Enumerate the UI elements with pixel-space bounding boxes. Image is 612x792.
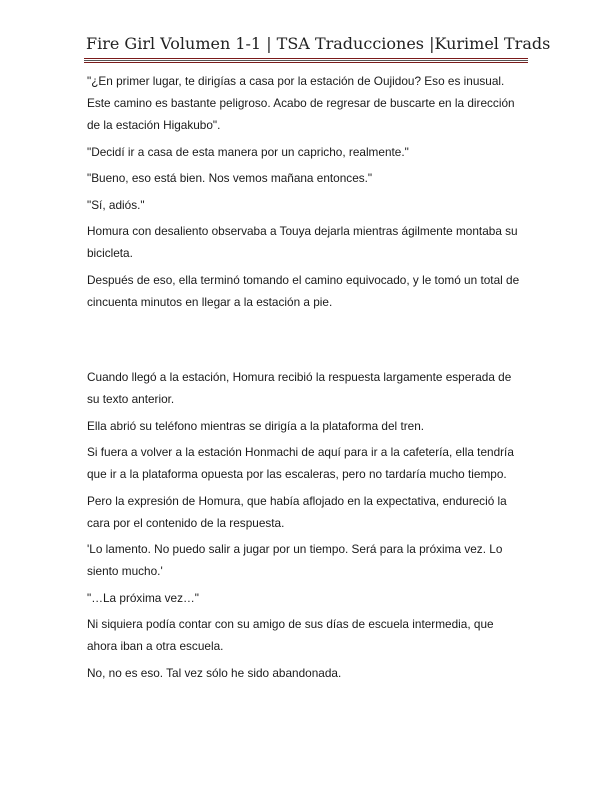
paragraph: "Sí, adiós." [87,197,145,212]
paragraph: Ni siquiera podía contar con su amigo de sus días de escuela intermedia, que ahora iban a otra escuela. [87,617,494,653]
header-rule-bottom [84,62,528,63]
page-header-title: Fire Girl Volumen 1-1 | TSA Traducciones |Kurimel Trads [86,34,551,53]
header-rule-middle [84,60,528,61]
paragraph: Homura con desaliento observaba a Touya dejarla mientras ágilmente montaba su bicicleta. [87,224,518,260]
body-text [87,70,527,688]
paragraph: Cuando llegó a la estación, Homura recibió la respuesta largamente esperada de su texto anterior. [87,370,512,406]
header-rule-top [84,58,528,59]
paragraph: 'Lo lamento. No puedo salir a jugar por un tiempo. Será para la próxima vez. Lo siento mucho.' [87,542,503,578]
paragraph: "Decidí ir a casa de esta manera por un capricho, realmente." [87,144,409,159]
paragraph: Si fuera a volver a la estación Honmachi de aquí para ir a la cafetería, ella tendría que ir a la plataforma opuesta por las escaleras, pero no tardaría mucho tiempo. [87,445,514,481]
paragraph: "…La próxima vez…" [87,590,199,605]
paragraph: "Bueno, eso está bien. Nos vemos mañana entonces." [87,171,373,185]
paragraph: Pero la expresión de Homura, que había aflojado en la expectativa, endureció la cara por el contenido de la respuesta. [87,493,507,530]
scene-break-spacer [87,317,527,366]
paragraph: Después de eso, ella terminó tomando el camino equivocado, y le tomó un total de cincuenta minutos en llegar a la estación a pie. [87,272,520,309]
paragraph: Ella abrió su teléfono mientras se dirigía a la plataforma del tren. [87,418,425,433]
paragraph: No, no es eso. Tal vez sólo he sido abandonada. [87,665,342,680]
paragraph: "¿En primer lugar, te dirigías a casa por la estación de Oujidou? Eso es inusual. Este camino es bastante peligroso. Acabo de regresar de buscarte en la dirección de la estación Higakubo". [87,74,515,132]
